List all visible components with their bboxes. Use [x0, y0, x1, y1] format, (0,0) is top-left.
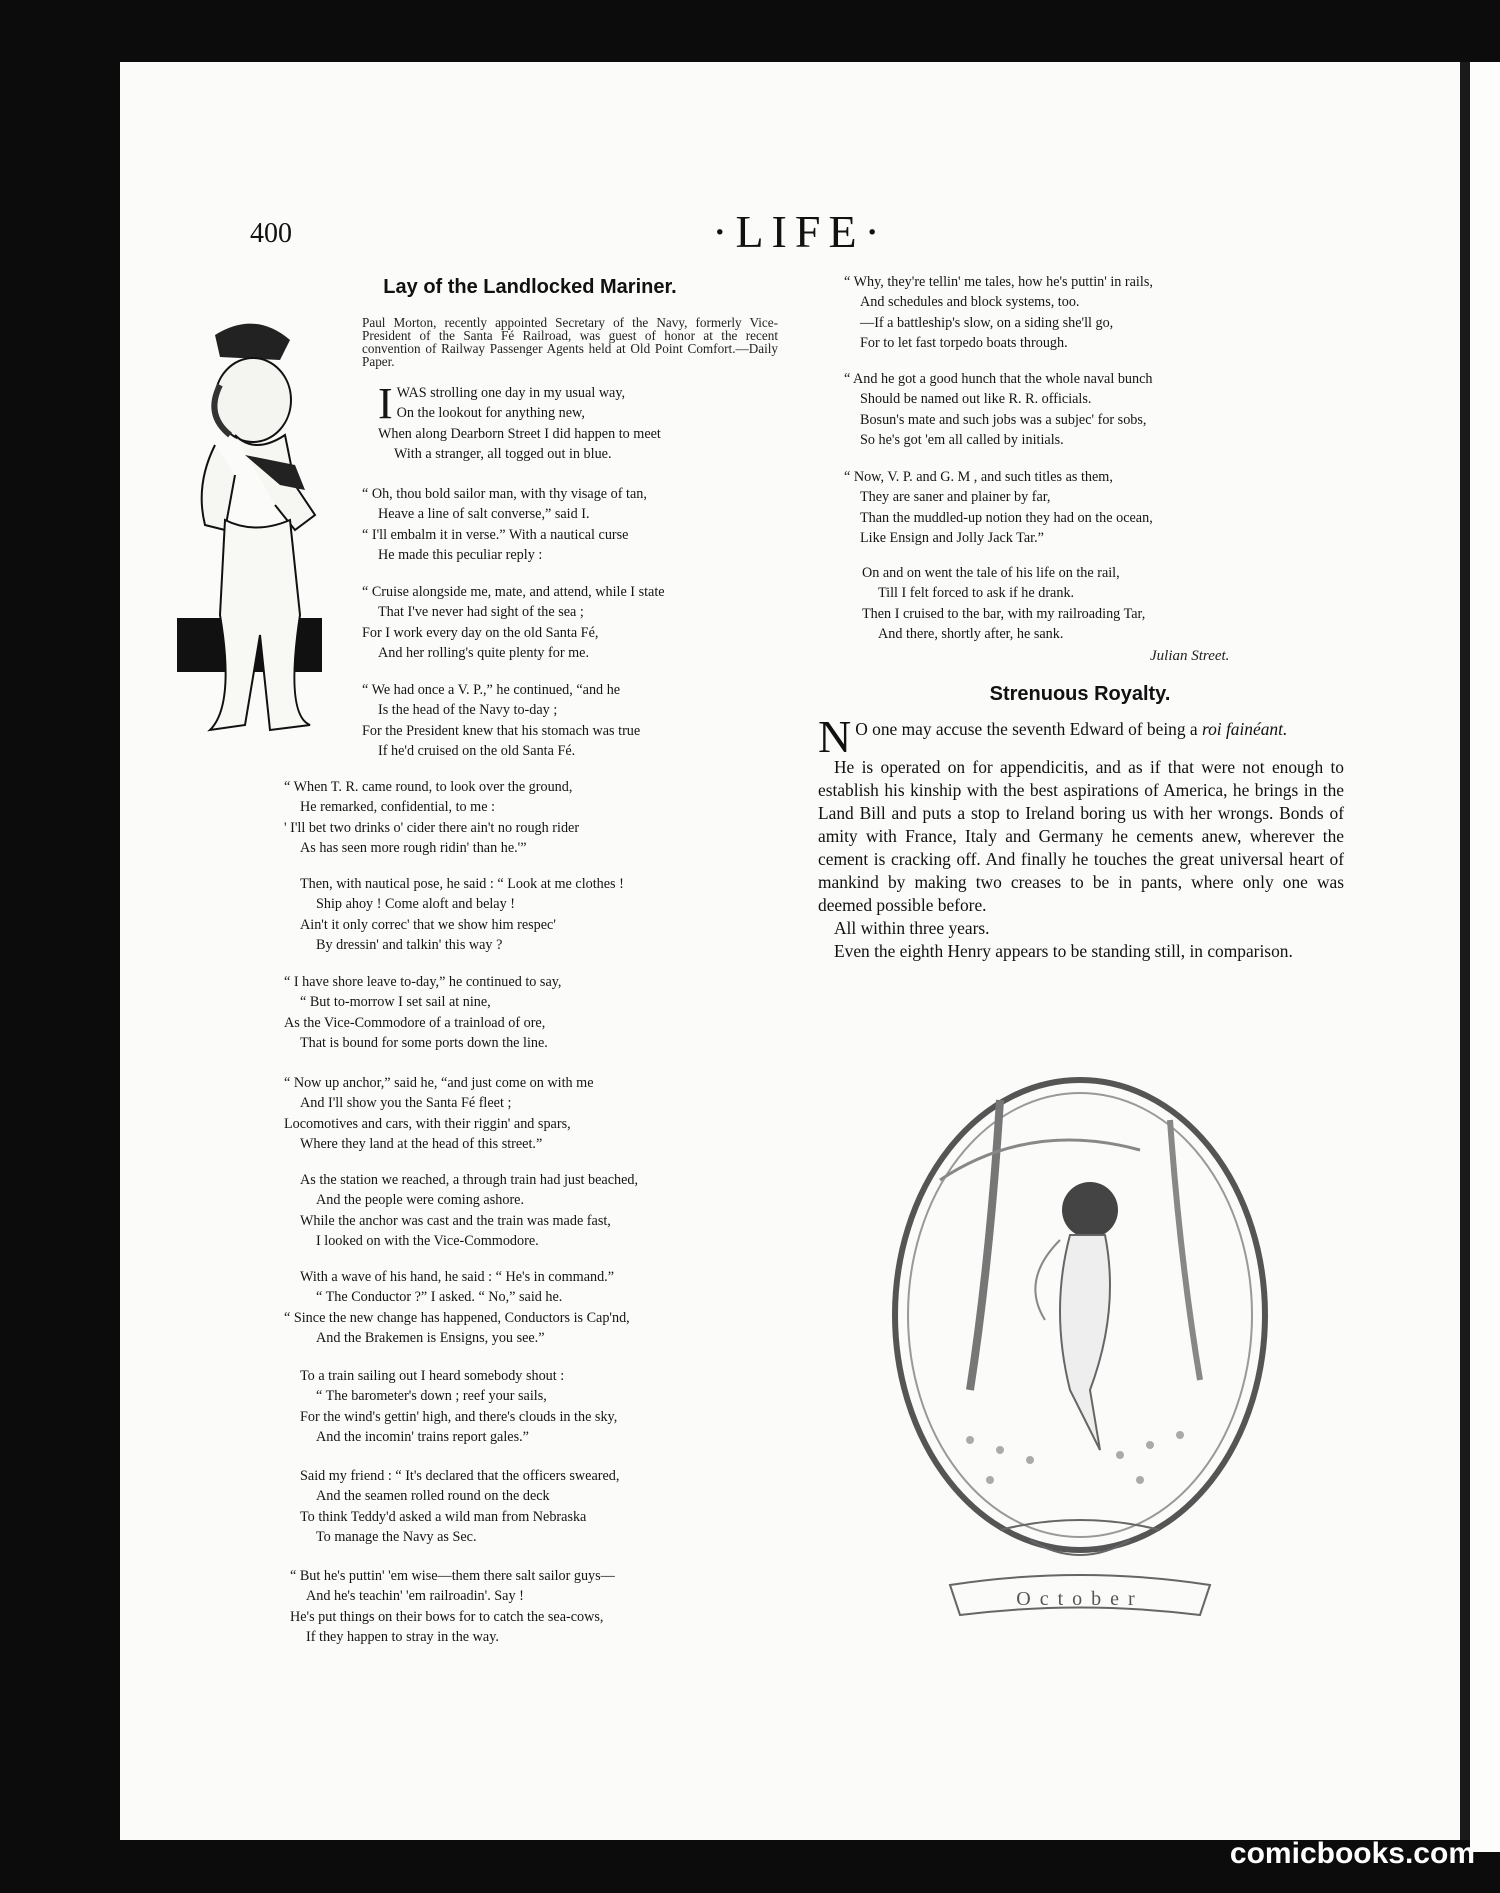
poem-line: And there, shortly after, he sank.	[878, 625, 1064, 642]
poem-line: He's put things on their bows for to catch the sea-cows,	[290, 1608, 604, 1625]
poem-line: “ Oh, thou bold sailor man, with thy visage of tan,	[362, 486, 647, 502]
poem-line: As the Vice-Commodore of a trainload of ore,	[284, 1014, 546, 1031]
poem-line: And her rolling's quite plenty for me.	[378, 644, 589, 661]
epigraph-line: Paul Morton, recently appointed Secretary of the Navy,	[362, 315, 688, 330]
poem-stanza	[362, 680, 640, 761]
poem-line: And the incomin' trains report gales.”	[316, 1428, 529, 1445]
poem-line: “ I'll embalm it in verse.” With a nautical curse	[362, 526, 629, 543]
poem-line: Till I felt forced to ask if he drank.	[878, 585, 1075, 602]
poem-line: Like Ensign and Jolly Jack Tar.”	[860, 529, 1044, 546]
watermark: comicbooks.com	[1229, 1837, 1475, 1870]
poem-line: As the station we reached, a through train had just beached,	[300, 1172, 639, 1188]
october-cupid-illustration	[880, 1060, 1280, 1650]
illustration-banner-text: October	[1016, 1588, 1144, 1610]
poem-line: And the Brakemen is Ensigns, you see.”	[316, 1329, 545, 1346]
drop-cap: I	[378, 379, 393, 428]
masthead-life: ·LIFE·	[712, 206, 888, 257]
drop-cap: N	[818, 711, 852, 762]
poem-line: Then, with nautical pose, he said : “ Look at me clothes !	[300, 876, 624, 892]
poem-line: So he's got 'em all called by initials.	[860, 431, 1064, 448]
poem-stanza	[362, 582, 665, 663]
poem-line: To a train sailing out I heard somebody shout :	[300, 1368, 565, 1384]
epigraph-line: formerly Vice-President of the Santa Fé Railroad, was guest	[362, 315, 778, 343]
poem-line: WAS strolling one day in my usual way,	[396, 385, 626, 401]
poem-line: By dressin' and talkin' this way ?	[316, 936, 503, 953]
poem-line: On and on went the tale of his life on the rail,	[862, 565, 1120, 581]
poem-line: With a wave of his hand, he said : “ He's in command.”	[300, 1269, 615, 1285]
poem-line: Where they land at the head of this street.”	[300, 1135, 543, 1152]
poem-line: If they happen to stray in the way.	[306, 1628, 499, 1645]
article-paragraph: All within three years.	[834, 918, 990, 938]
poem-stanza	[300, 1466, 619, 1547]
poem-stanza	[862, 563, 1145, 644]
poem-line: ' I'll bet two drinks o' cider there ain't no rough rider	[284, 819, 580, 836]
poem-line: “ Now up anchor,” said he, “and just come on with me	[284, 1075, 594, 1091]
poem-line: For I work every day on the old Santa Fé,	[362, 624, 599, 641]
article-paragraph: He is operated on for appendicitis, and as if that were not enough to establish his kinship with the best aspirations of America, he brings in the Land Bill and puts a stop to Ireland boring us with her wrongs. Bonds of amity with France, Italy and Germany he cements anew, wherever the cement is cracking off. And finally he touches the great universal heart of mankind by making two creases to be in pants, where only one was deemed possible before.	[818, 757, 1344, 915]
poem-line: —If a battleship's slow, on a siding she'll go,	[860, 314, 1114, 331]
poem-line: That is bound for some ports down the line.	[300, 1034, 548, 1051]
poem-line: I looked on with the Vice-Commodore.	[316, 1232, 539, 1249]
poem-stanza	[284, 1073, 594, 1154]
poem-line: “ But to-morrow I set sail at nine,	[300, 994, 491, 1011]
poem-line: Should be named out like R. R. officials.	[860, 391, 1092, 408]
poem-line: On the lookout for anything new,	[396, 405, 585, 422]
poem-epigraph	[362, 316, 778, 368]
epigraph-line: Agents held at Old Point Comfort.—Daily Paper.	[362, 341, 778, 369]
poem-line: “ Since the new change has happened, Conductors is Cap'nd,	[284, 1309, 630, 1326]
page-number: 400	[250, 218, 292, 249]
poem-stanza	[844, 272, 1153, 353]
poem-line: Then I cruised to the bar, with my railroading Tar,	[862, 605, 1146, 622]
poem-line: Ain't it only correc' that we show him respec'	[300, 916, 556, 933]
poem-stanza	[300, 1366, 617, 1447]
poem-line: Is the head of the Navy to-day ;	[378, 702, 558, 719]
poem-line: For the wind's gettin' high, and there's clouds in the sky,	[300, 1408, 618, 1425]
poem-line: If he'd cruised on the old Santa Fé.	[378, 742, 576, 759]
italic-phrase: roi fainéant.	[1201, 719, 1288, 739]
poem-line: While the anchor was cast and the train was made fast,	[300, 1212, 611, 1229]
poem-line: He remarked, confidential, to me :	[300, 799, 496, 816]
poem-stanza	[284, 777, 579, 858]
poem-line: “ I have shore leave to-day,” he continued to say,	[284, 974, 562, 990]
poem-line: Said my friend : “ It's declared that the officers sweared,	[300, 1468, 620, 1484]
author-signature: Julian Street.	[1150, 648, 1230, 664]
poem-stanza	[844, 467, 1153, 548]
poem-line: “ Now, V. P. and G. M , and such titles as them,	[844, 469, 1113, 485]
poem-line: When along Dearborn Street I did happen to meet	[378, 425, 661, 442]
article-title: Strenuous Royalty.	[989, 683, 1171, 705]
poem-stanza	[290, 1566, 615, 1647]
poem-line: “ And he got a good hunch that the whole naval bunch	[844, 371, 1153, 387]
poem-stanza	[284, 972, 561, 1053]
poem-stanza	[300, 874, 624, 955]
paragraph-text: O one may accuse the seventh Edward of being a	[855, 719, 1202, 739]
poem-stanza	[284, 1267, 630, 1348]
poem-line: “ But he's puttin' 'em wise—them there salt sailor guys—	[290, 1568, 615, 1584]
next-page-edge	[1470, 62, 1500, 1852]
poem-line: “ When T. R. came round, to look over the ground,	[284, 779, 573, 795]
poem-line: Ship ahoy ! Come aloft and belay !	[316, 896, 515, 913]
poem-line: “ The barometer's down ; reef your sails,	[316, 1388, 547, 1405]
poem-line: As has seen more rough ridin' than he.'”	[300, 839, 527, 856]
poem-line: Heave a line of salt converse,” said I.	[378, 506, 590, 523]
sailor-caricature-illustration	[175, 315, 335, 745]
poem-stanza	[844, 369, 1153, 450]
poem-line: And the people were coming ashore.	[316, 1192, 525, 1209]
poem-stanza	[378, 379, 661, 464]
poem-line: He made this peculiar reply :	[378, 546, 543, 563]
poem-line: For to let fast torpedo boats through.	[860, 334, 1068, 351]
poem-stanza	[362, 484, 647, 565]
poem-line: To think Teddy'd asked a wild man from Nebraska	[300, 1508, 587, 1525]
poem-line: And the seamen rolled round on the deck	[316, 1488, 550, 1505]
poem-line: To manage the Navy as Sec.	[316, 1528, 477, 1545]
page-gutter	[1460, 62, 1470, 1840]
epigraph-line: of honor at the recent convention of Railway Passenger	[362, 328, 778, 356]
poem-line: “ The Conductor ?” I asked. “ No,” said he.	[316, 1289, 563, 1306]
article-paragraph	[818, 711, 1344, 762]
poem-line: Locomotives and cars, with their riggin' and spars,	[284, 1115, 571, 1132]
poem-line: “ Cruise alongside me, mate, and attend, while I state	[362, 584, 665, 600]
poem-stanza	[300, 1170, 638, 1251]
poem-line: That I've never had sight of the sea ;	[378, 604, 584, 621]
poem-line: “ We had once a V. P.,” he continued, “and he	[362, 682, 621, 698]
poem-line: With a stranger, all togged out in blue.	[394, 445, 612, 462]
poem-line: “ Why, they're tellin' me tales, how he's puttin' in rails,	[844, 274, 1153, 290]
poem-line: And he's teachin' 'em railroadin'. Say !	[306, 1588, 524, 1605]
poem-line: For the President knew that his stomach was true	[362, 722, 641, 739]
poem-line: Bosun's mate and such jobs was a subjec' for sobs,	[860, 411, 1147, 428]
poem-title: Lay of the Landlocked Mariner.	[383, 276, 677, 298]
poem-line: And I'll show you the Santa Fé fleet ;	[300, 1095, 512, 1112]
poem-line: They are saner and plainer by far,	[860, 489, 1051, 506]
poem-line: And schedules and block systems, too.	[860, 294, 1080, 311]
article-body	[818, 711, 1344, 963]
article-paragraph: Even the eighth Henry appears to be standing still, in comparison.	[834, 941, 1293, 961]
poem-line: Than the muddled-up notion they had on the ocean,	[860, 509, 1153, 526]
